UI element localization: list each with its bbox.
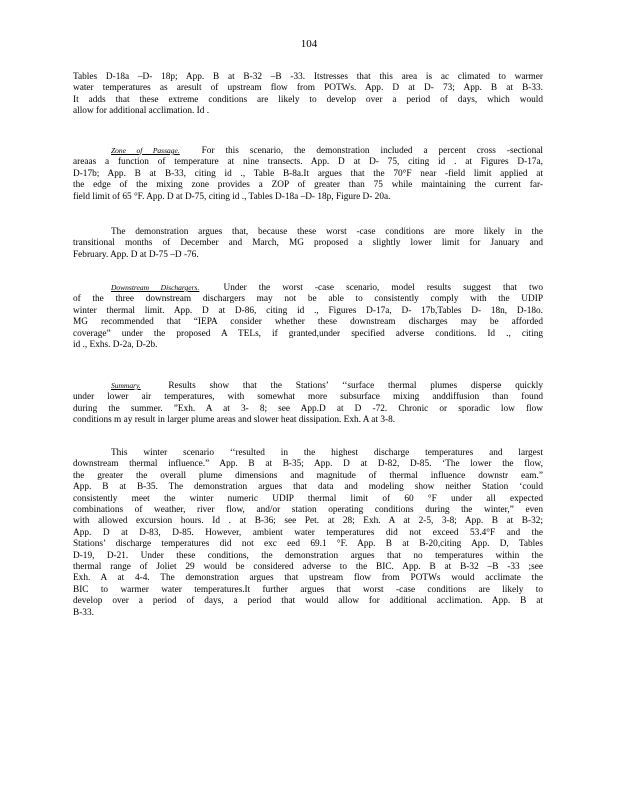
text-line: App. D at D-83, D-85. However, ambient water temperatures did not exceed 53.4°F and the (73, 527, 543, 538)
text-line: Results show that the Stations’ ‘‘surface thermal plumes disperse quickly (168, 381, 543, 391)
paragraph-summary (73, 380, 543, 427)
paragraph-winter-scenario (73, 448, 543, 619)
text-line: It adds that these extreme conditions are likely to develop over a period of days, which would (73, 94, 543, 105)
text-line: For this scenario, the demonstration included a percent cross -sectional (201, 146, 543, 156)
text-line: Stations’ discharge temperatures did not exc eed 69.1 °F. App. B at B-20,citing App. D, Tables (73, 539, 543, 550)
text-line: of the three downstream dischargers may not be able to consistently comply with the UDIP (73, 294, 543, 305)
text-line: coverage” under the proposed A TELs, if granted,under specified adverse conditions. Id ., citing (73, 328, 543, 339)
text-line: the greater the overall plume dimensions and magnitude of thermal influence downstr eam.” (73, 470, 543, 481)
text-line: thermal range of Joliet 29 would be considered adverse to the BIC. App. B at B-32 –B -33 ;see (73, 562, 543, 573)
text-line: the edge of the mixing zone provides a ZOP of greater than 75 while maintaining the current far- (73, 180, 543, 191)
text-line: Under the worst -case scenario, model results suggest that two (223, 283, 543, 293)
text-line: consistently meet the winter numeric UDIP thermal limit of 60 °F under all expected (73, 493, 543, 504)
text-line: winter thermal limit. App. D at D-86, citing id ., Figures D-17a, D- 17b,Tables D- 18n, D-18o. (73, 305, 543, 316)
text-line: Exh. A at 4-4. The demonstration argues that upstream flow from POTWs would acclimate the (73, 573, 543, 584)
text-line: combinations of weather, river flow, and/or station operating conditions during the winter,” even (73, 505, 543, 516)
paragraph-zone-of-passage (73, 145, 543, 203)
section-heading-downstream-dischargers: Downstream Dischargers. (111, 283, 200, 292)
text-line: D-17b; App. B at B-33, citing id ., Table B-8a.It argues that the 70°F near -field limit applied at (73, 168, 543, 179)
text-line: id ., Exhs. D-2a, D-2b. (73, 340, 158, 351)
page-number: 104 (300, 38, 318, 50)
text-line: with allowed excursion hours. Id . at B-36; see Pet. at 28; Exh. A at 2-5, 3-8; App. B at B-32; (73, 516, 543, 527)
text-line: BIC to warmer water temperatures.It further argues that worst -case conditions are likely to (73, 584, 543, 595)
paragraph-downstream-dischargers (73, 282, 543, 351)
text-line: downstream thermal influence.” App. B at B-35; App. D at D-82, D-85. ‘The lower the flow, (73, 459, 543, 470)
section-heading-summary: Summary. (111, 381, 141, 390)
text-line: allow for additional acclimation. Id . (73, 106, 210, 117)
section-heading-zone-of-passage: Zone of Passage. (111, 146, 180, 155)
text-line: Tables D-18a –D- 18p; App. B at B-32 –B -33. Itstresses that this area is ac climated to warmer (73, 72, 543, 82)
text-line: MG recommended that “IEPA consider whether these downstream discharges may be afforded (73, 317, 543, 328)
text-line: under lower air temperatures, with somewhat more subsurface mixing anddiffusion than found (73, 392, 543, 403)
text-line: February. App. D at D-75 –D -76. (73, 249, 199, 260)
text-line: B-33. (73, 607, 94, 618)
text-line: conditions m ay result in larger plume areas and slower heat dissipation. Exh. A at 3-8. (73, 415, 396, 426)
text-line: water temperatures as aresult of upstream flow from POTWs. App. D at D- 73; App. B at B-33. (73, 83, 543, 94)
text-line: develop over a period of days, a period that would allow for additional acclimation. App. B at (73, 596, 543, 607)
text-line: App. B at B-35. The demonstration argues that data and modeling show neither Station ‘could (73, 482, 543, 493)
text-line: field limit of 65 °F. App. D at D-75, citing id ., Tables D-18a –D- 18p, Figure D- 20a. (73, 191, 391, 202)
paragraph-transitional-months (73, 227, 543, 261)
paragraph-acclimation (73, 72, 543, 118)
text-line: transitional months of December and March, MG proposed a slightly lower limit for January and (73, 238, 543, 249)
text-line: This winter scenario ‘‘resulted in the highest discharge temperatures and largest (111, 448, 543, 458)
text-line: D-19, D-21. Under these conditions, the demonstration argues that no temperatures within the (73, 550, 543, 561)
text-line: areaas a function of temperature at nine transects. App. D at D- 75, citing id . at Figures D-17a, (73, 157, 543, 168)
text-line: during the summer. ”Exh. A at 3- 8; see App.D at D -72. Chronic or sporadic low flow (73, 403, 543, 414)
text-line: The demonstration argues that, because these worst -case conditions are more likely in the (111, 227, 543, 237)
